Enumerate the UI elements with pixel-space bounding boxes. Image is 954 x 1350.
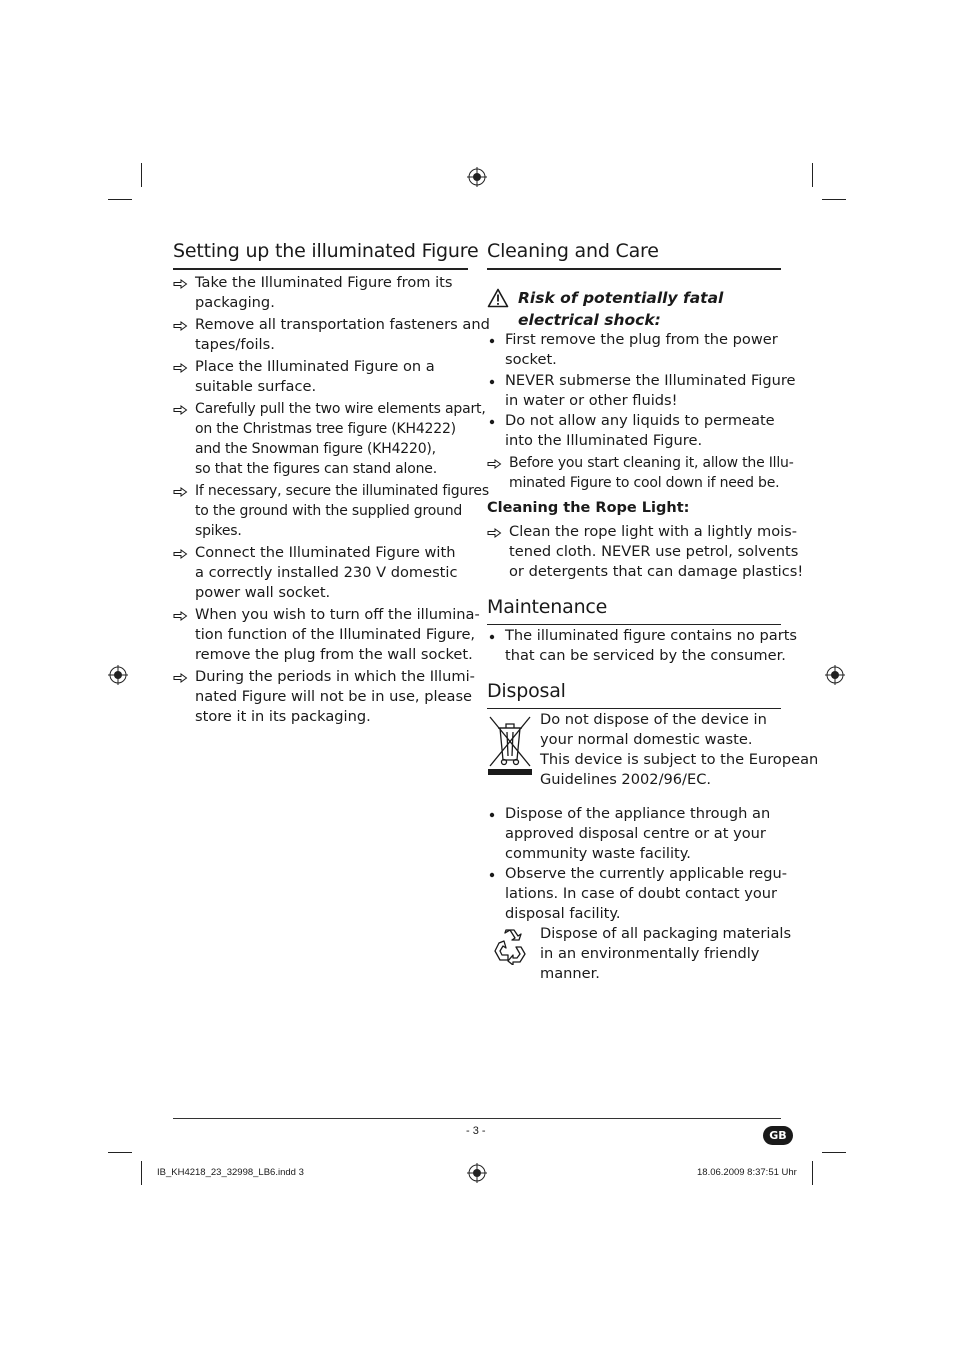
- text-line: in water or other fluids!: [505, 391, 678, 409]
- text-line: First remove the plug from the power: [505, 331, 778, 348]
- text-line: and the Snowman figure (KH4220),: [195, 441, 436, 457]
- registration-mark-icon: [108, 665, 128, 685]
- warning-text: Risk of potentially fatal electrical shock:: [518, 289, 724, 329]
- text-line: suitable surface.: [195, 378, 317, 395]
- instruction-step: [173, 399, 486, 479]
- text-line: into the Illuminated Figure.: [505, 432, 703, 449]
- instruction-step: [173, 357, 435, 397]
- text-line: lations. In case of doubt contact your: [505, 885, 778, 902]
- instruction-step: [173, 481, 489, 541]
- text-line: minated Figure to cool down if need be.: [509, 475, 780, 491]
- bullet-item: [487, 330, 778, 370]
- text-line: Before you start cleaning it, allow the Illu-: [509, 455, 794, 471]
- text-line: to the ground with the supplied ground: [195, 503, 463, 519]
- recycle-icon: [491, 927, 529, 965]
- text-line: If necessary, secure the illuminated figures: [195, 483, 489, 499]
- text-line: packaging.: [195, 294, 275, 311]
- heading-rule: [487, 624, 781, 625]
- bullet-item: [487, 411, 775, 451]
- language-badge: GB: [763, 1126, 793, 1145]
- text-line: Connect the Illuminated Figure with: [195, 544, 456, 561]
- text-line: spikes.: [195, 523, 242, 539]
- warning-triangle-icon: [487, 288, 509, 308]
- text-line: Place the Illuminated Figure on a: [195, 358, 435, 375]
- text-line: power wall socket.: [195, 584, 331, 601]
- text-line: that can be serviced by the consumer.: [505, 647, 786, 664]
- footer-rule: [173, 1118, 781, 1119]
- rope-light-subheading: Cleaning the Rope Light:: [487, 500, 690, 516]
- crop-mark: [108, 199, 132, 200]
- text-line: store it in its packaging.: [195, 708, 371, 725]
- text-line: Take the Illuminated Figure from its: [195, 274, 453, 291]
- crop-mark: [822, 199, 846, 200]
- text-line: Dispose of the appliance through an: [505, 805, 771, 822]
- registration-mark-icon: [467, 1163, 487, 1183]
- heading-rule: [487, 268, 781, 270]
- text-line: tapes/foils.: [195, 336, 275, 353]
- bullet-item: [487, 626, 797, 666]
- text-line: Do not allow any liquids to permeate: [505, 412, 775, 429]
- text-line: socket.: [505, 351, 557, 368]
- instruction-step: [173, 273, 452, 313]
- instruction-step: [173, 543, 457, 603]
- section-heading-setup: Setting up the illuminated Figure: [173, 240, 479, 262]
- text-line: nated Figure will not be in use, please: [195, 688, 473, 705]
- text-line: When you wish to turn off the illumina-: [195, 606, 480, 623]
- instruction-step: [173, 315, 490, 355]
- section-heading-maintenance: Maintenance: [487, 596, 608, 618]
- crop-mark: [141, 1161, 142, 1185]
- crop-mark: [108, 1152, 132, 1153]
- text-line: tion function of the Illuminated Figure,: [195, 626, 476, 643]
- text-line: on the Christmas tree figure (KH4222): [195, 421, 456, 437]
- text-line: tened cloth. NEVER use petrol, solvents: [509, 543, 799, 560]
- crop-mark: [812, 163, 813, 187]
- text-line: Carefully pull the two wire elements apart,: [195, 401, 486, 417]
- text-line: disposal facility.: [505, 905, 621, 922]
- text-line: Observe the currently applicable regu-: [505, 865, 788, 882]
- file-name: IB_KH4218_23_32998_LB6.indd 3: [157, 1167, 304, 1178]
- heading-rule: [487, 708, 781, 709]
- section-heading-cleaning: Cleaning and Care: [487, 240, 659, 262]
- bullet-item: [487, 804, 770, 864]
- page-number: - 3 -: [466, 1125, 486, 1137]
- crop-mark: [822, 1152, 846, 1153]
- text-line: Clean the rope light with a lightly mois-: [509, 523, 798, 540]
- instruction-step: [487, 453, 794, 493]
- print-date: 18.06.2009 8:37:51 Uhr: [697, 1167, 797, 1178]
- registration-mark-icon: [825, 665, 845, 685]
- crossed-bin-icon: [487, 714, 533, 776]
- text-line: approved disposal centre or at your: [505, 825, 766, 842]
- crop-mark: [812, 1161, 813, 1185]
- text-line: community waste facility.: [505, 845, 691, 862]
- instruction-step: [173, 667, 475, 727]
- section-heading-disposal: Disposal: [487, 680, 566, 702]
- text-line: so that the figures can stand alone.: [195, 461, 437, 477]
- recycle-text: Dispose of all packaging materials in an environmentally friendly manner.: [540, 925, 792, 982]
- bullet-item: [487, 864, 787, 924]
- text-line: a correctly installed 230 V domestic: [195, 564, 458, 581]
- instruction-step: [173, 605, 480, 665]
- crop-mark: [141, 163, 142, 187]
- instruction-step: [487, 522, 803, 582]
- heading-rule: [173, 268, 468, 270]
- text-line: Remove all transportation fasteners and: [195, 316, 490, 333]
- text-line: The illuminated figure contains no parts: [505, 627, 798, 644]
- registration-mark-icon: [467, 167, 487, 187]
- text-line: NEVER submerse the Illuminated Figure: [505, 371, 796, 389]
- text-line: or detergents that can damage plastics!: [509, 563, 804, 580]
- bin-text: Do not dispose of the device in your normal domestic waste. This device is subject to the European Guidelines 2002/96/EC.: [540, 711, 819, 788]
- text-line: remove the plug from the wall socket.: [195, 646, 473, 663]
- bullet-item: [487, 371, 796, 411]
- text-line: During the periods in which the Illumi-: [195, 668, 475, 685]
